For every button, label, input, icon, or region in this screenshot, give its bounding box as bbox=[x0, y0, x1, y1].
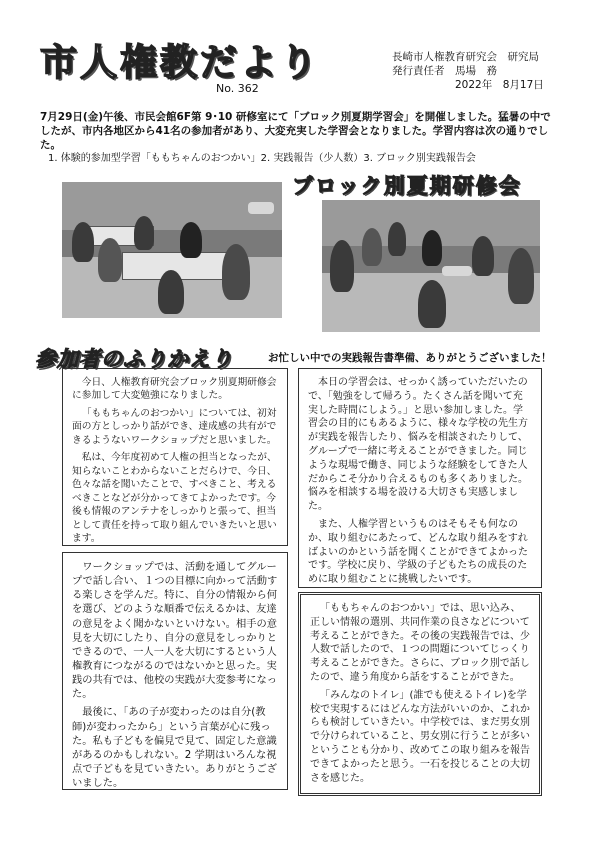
event-banner: ブロック別夏期研修会 bbox=[292, 174, 522, 198]
reflection-paragraph: 「ももちゃんのおつかい」については、初対面の方としっかり話ができ、達成感の共有ができるようないワークショップだと思いました。 bbox=[72, 407, 277, 446]
issue-number: No. 362 bbox=[216, 82, 259, 95]
workshop-photo-right bbox=[322, 200, 540, 332]
reflection-paragraph: ワークショップでは、活動を通してグループで話し合い、１つの目標に向かって活動する楽しさを学んだ。特に、自分の情報から何を選び、どのような順番で伝えるかは、友達の意見をよく聞かないといけない。相手の意見を大切にしたり、自分の意見をしっかりとできるので、一人一人を大切にするという人権教育につながるのではないかと思った。実践の共有では、他校の実践が大変参考になった。 bbox=[72, 561, 278, 701]
workshop-photo-left bbox=[62, 182, 282, 318]
intro bbox=[40, 110, 560, 166]
reflection-paragraph: 本日の学習会は、せっかく誘っていただいたので、「勉強をして帰ろう。たくさん話を聞いて充実した時間にしよう。」と思い参加しました。学習会の目的にもあるように、様々な学校の先生方が実践を報告したり、悩みを相談されたりして、グループで一緒に考えることができました。同じような現場で働き、同じような経験をしてきた人だからこそ分かり合えるものも多くありました。悩みを相談する場を設ける大切さも実感しました。 bbox=[308, 377, 528, 513]
reflection-box-2 bbox=[298, 368, 542, 588]
reflection-paragraph: 最後に、「あの子が変わったのは自分(教師)が変わったから」という言葉が心に残った。私も子どもを偏見で見て、固定した意識があるのかもしれない。2 学期はいろんな視点で子どもを見ていきたい。ありがとうございました。 bbox=[72, 706, 278, 790]
publisher-info: 長崎市人権教育研究会 研究局 発行責任者 馬場 務 2022年 8月17日 bbox=[392, 51, 544, 91]
reflection-paragraph: 私は、今年度初めて人権の担当となったが、知らないことわからないことだらけで、今日、色々な話を聞いたことで、すべきこと、考えるべきことなどが分かってきてよかったです。今後も情報のアンテナをしっかりと張って、担当として責任を持って取り組んでいきたいと思います。 bbox=[72, 452, 277, 544]
reflection-paragraph: また、人権学習というものはそもそも何なのか、取り組むにあたって、どんな取り組みをすればよいのかという話を聞くことができてよかったです。学校に戻り、学級の子どもたちの成長のために取り組むことに挑戦したいです。 bbox=[308, 518, 528, 586]
reflection-box-3 bbox=[62, 552, 288, 790]
reflection-paragraph: 今日、人権教育研究会ブロック別夏期研修会に参加して大変勉強になりました。 bbox=[72, 377, 277, 402]
reflection-paragraph: 「みんなのトイレ」(誰でも使えるトイレ)を学校で実現するにはどんな方法がいいのか、これからも検討していきたい。中学校では、まだ男女別で分けられていること、男女別に行うことが多いということも分かり、改めてこの取り組みを報告できてよかったと思う。一石を投じることの大切さを感じた。 bbox=[310, 689, 530, 784]
section-heading: 参加者のふりかえり bbox=[35, 347, 233, 371]
program-items: 1. 体験的参加型学習「ももちゃんのおつかい」2. 実践報告（少人数）3. ブロック別実践報告会 bbox=[48, 153, 476, 164]
reflection-paragraph: 「ももちゃんのおつかい」では、思い込み、正しい情報の選別、共同作業の良さなどについて考えることができた。その後の実践報告では、少人数で話したので、１つの問題についてじっくり考えることができた。さらに、ブロック別で話したので、違う角度から話をすることができた。 bbox=[310, 603, 530, 683]
intro-lead: 7月29日(金)午後、市民会館6F第 9･10 研修室にて「ブロック別夏期学習会」を開催しました。猛暑の中でしたが、市内各地区から41名の参加者があり、大変充実した学習会となりました。学習内容は次の通りでした。 bbox=[40, 111, 551, 151]
reflection-box-1 bbox=[62, 368, 288, 546]
thanks-message: お忙しい中での実践報告書準備、ありがとうございました！ bbox=[268, 352, 552, 364]
newsletter-title: 市人権教だより bbox=[40, 41, 320, 84]
reflection-box-4 bbox=[298, 592, 542, 796]
